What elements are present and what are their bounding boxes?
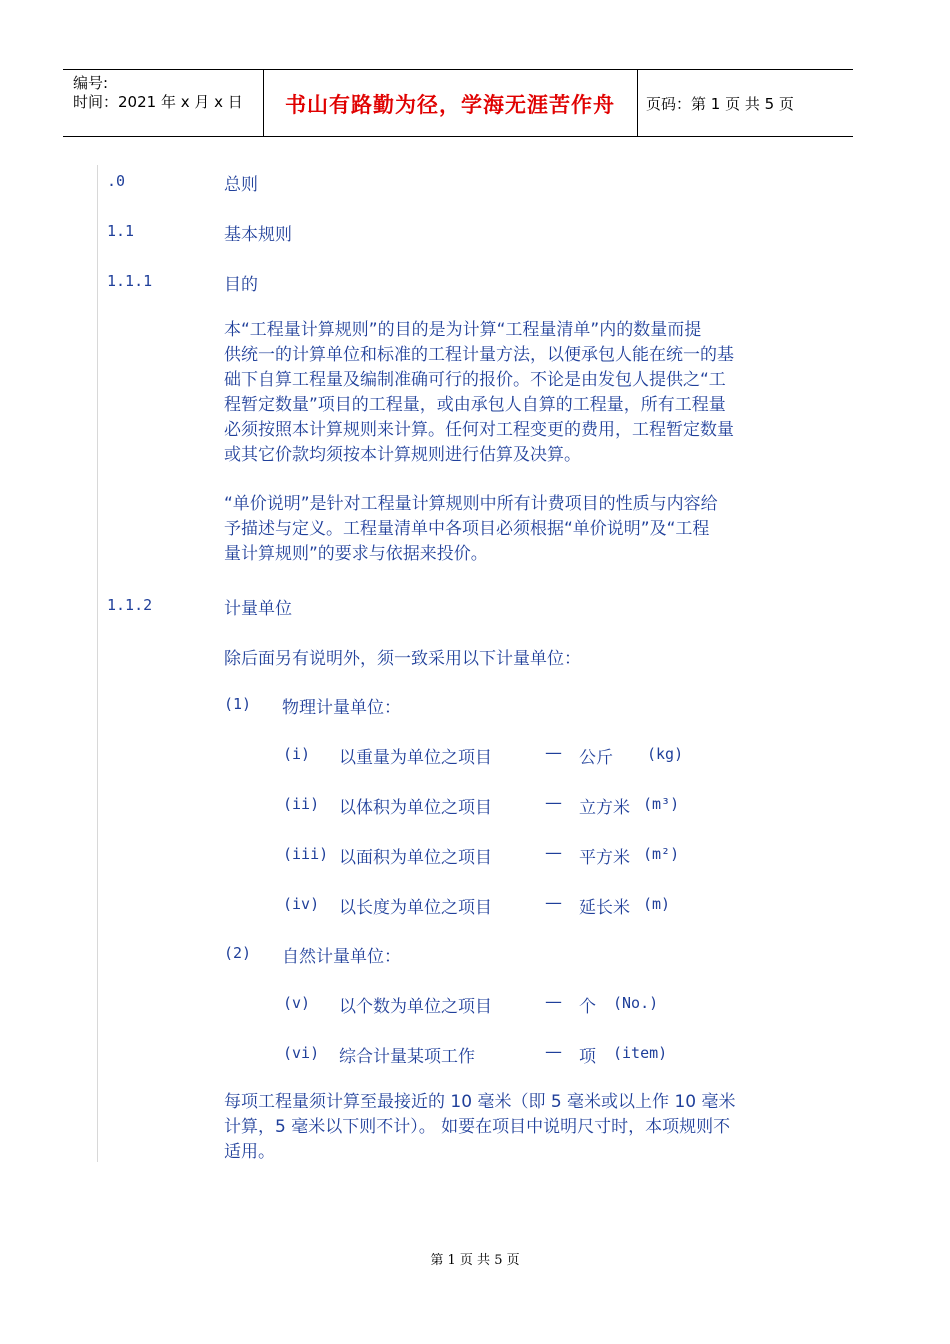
item-desc: 综合计量某项工作 xyxy=(339,1047,475,1067)
item-marker: (vi) xyxy=(283,1044,320,1062)
item-unit: 延长米 xyxy=(579,898,630,918)
item-marker: (ii) xyxy=(283,795,320,813)
paragraph-line: 必须按照本计算规则来计算。任何对工程变更的费用，工程暂定数量 xyxy=(224,420,734,440)
header-bottom-rule xyxy=(63,136,853,137)
header-divider-1 xyxy=(263,69,264,136)
item-desc: 以个数为单位之项目 xyxy=(339,997,492,1017)
left-margin-rule xyxy=(97,165,98,1162)
paragraph-line: 予描述与定义。工程量清单中各项目必须根据“单价说明”及“工程 xyxy=(224,519,710,539)
item-unit: 项 xyxy=(579,1047,596,1067)
item-marker: (iv) xyxy=(283,895,320,913)
item-dash: — xyxy=(545,992,562,1012)
item-marker: (i) xyxy=(283,745,311,763)
item-dash: — xyxy=(545,893,562,913)
purpose-paragraph-1 xyxy=(224,318,814,468)
item-desc: 以面积为单位之项目 xyxy=(339,848,492,868)
paragraph-line: 计算，5 毫米以下则不计）。 如要在项目中说明尺寸时，本项规则不 xyxy=(224,1117,731,1137)
paragraph-line: 每项工程量须计算至最接近的 10 毫米（即 5 毫米或以上作 10 毫米 xyxy=(224,1092,736,1112)
doc-time-label: 时间：2021 年 x 月 x 日 xyxy=(73,93,243,111)
item-marker: (iii) xyxy=(283,845,329,863)
item-symbol: (kg) xyxy=(647,745,684,763)
item-dash: — xyxy=(545,793,562,813)
group-title: 物理计量单位： xyxy=(282,698,401,718)
units-intro: 除后面另有说明外，须一致采用以下计量单位： xyxy=(224,649,581,669)
paragraph-line: 程暂定数量”项目的工程量，或由承包人自算的工程量，所有工程量 xyxy=(224,395,726,415)
header-top-rule xyxy=(63,69,853,70)
group-title: 自然计量单位： xyxy=(282,947,401,967)
paragraph-line: 供统一的计算单位和标准的工程计量方法，以便承包人能在统一的基 xyxy=(224,345,734,365)
paragraph-line: 量计算规则”的要求与依据来投价。 xyxy=(224,544,488,564)
item-unit: 立方米 xyxy=(579,798,630,818)
item-dash: — xyxy=(545,843,562,863)
item-symbol: (item) xyxy=(613,1044,668,1062)
item-dash: — xyxy=(545,1042,562,1062)
section-number: 1.1 xyxy=(107,222,135,240)
paragraph-line: 或其它价款均须按本计算规则进行估算及决算。 xyxy=(224,445,581,465)
item-symbol: (m²) xyxy=(643,845,680,863)
item-desc: 以长度为单位之项目 xyxy=(339,898,492,918)
doc-number-label: 编号: xyxy=(73,74,109,92)
paragraph-line: 适用。 xyxy=(224,1142,275,1162)
paragraph-line: 础下自算工程量及编制准确可行的报价。不论是由发包人提供之“工 xyxy=(224,370,726,390)
rounding-rule-paragraph xyxy=(224,1090,814,1165)
section-number: .0 xyxy=(107,172,126,190)
item-symbol: (m³) xyxy=(643,795,680,813)
purpose-paragraph-2 xyxy=(224,492,814,567)
header-divider-2 xyxy=(637,69,638,136)
section-number: 1.1.2 xyxy=(107,596,153,614)
paragraph-line: “单价说明”是针对工程量计算规则中所有计费项目的性质与内容给 xyxy=(224,494,718,514)
group-marker: (1) xyxy=(224,695,252,713)
section-title: 目的 xyxy=(224,275,258,295)
item-dash: — xyxy=(545,743,562,763)
section-title: 基本规则 xyxy=(224,225,292,245)
item-marker: (v) xyxy=(283,994,311,1012)
item-unit: 个 xyxy=(579,997,596,1017)
section-title: 总则 xyxy=(224,175,258,195)
section-title: 计量单位 xyxy=(224,599,292,619)
page-footer: 第 1 页 共 5 页 xyxy=(430,1253,520,1268)
item-unit: 公斤 xyxy=(579,748,613,768)
item-desc: 以重量为单位之项目 xyxy=(339,748,492,768)
section-number: 1.1.1 xyxy=(107,272,153,290)
item-unit: 平方米 xyxy=(579,848,630,868)
page-info: 页码：第 1 页 共 5 页 xyxy=(646,95,794,113)
item-desc: 以体积为单位之项目 xyxy=(339,798,492,818)
paragraph-line: 本“工程量计算规则”的目的是为计算“工程量清单”内的数量而提 xyxy=(224,320,702,340)
group-marker: (2) xyxy=(224,944,252,962)
item-symbol: (No.) xyxy=(613,994,659,1012)
item-symbol: (m) xyxy=(643,895,671,913)
header-motto: 书山有路勤为径，学海无涯苦作舟 xyxy=(285,93,615,117)
